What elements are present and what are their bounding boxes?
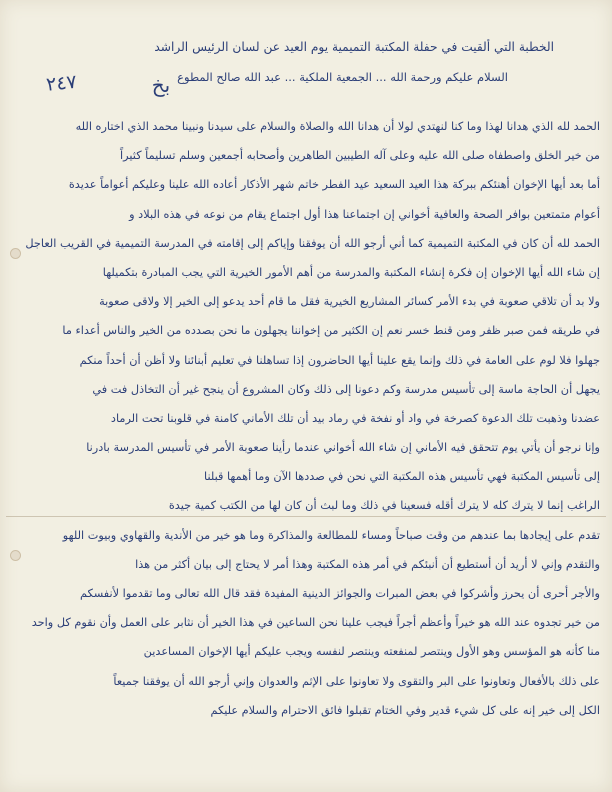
text-line: إن شاء الله أيها الإخوان إن فكرة إنشاء المكتبة والمدرسة من أهم الأمور الخيرية التي يجب المبادرة بتكميلها	[102, 265, 600, 279]
text-line: عضدنا وذهبت تلك الدعوة كصرخة في واد أو نفخة في رماد بيد أن تلك الأماني كامنة في قلوبنا تحت الرماد	[110, 411, 600, 425]
text-line: أما بعد أيها الإخوان أهنئكم ببركة هذا العيد السعيد عيد الفطر خاتم شهر الأذكار أعاده الله علينا وعليكم أعواماً عديدة	[68, 178, 600, 192]
speech-body	[14, 112, 600, 725]
text-line: منا كأنه هو المؤسس وهو الأول وينتصر لمنفعته وينتصر لنفسه ويجب عليكم أيها الإخوان المساعدين	[143, 645, 600, 659]
text-line: إلى تأسيس المكتبة فهي تأسيس هذه المكتبة التي نحن في صددها الآن وما أهمها قبلنا	[204, 470, 600, 484]
text-line: الحمد لله أن كان في المكتبة التميمية كما أني أرجو الله أن يوفقنا وإياكم إلى إقامته في المدرسة التميمية في القريب العاجل	[25, 236, 600, 250]
text-line: على ذلك بالأفعال وتعاونوا على البر والتقوى ولا تعاونوا على الإثم والعدوان وإني أرجو الله أن يوفقنا جميعاً	[113, 674, 600, 688]
text-line: في طريقه فمن صبر ظفر ومن قنط خسر نعم إن الكثير من إخواننا يجهلون ما نحن بصدده من الخير والناس أعداء ما	[62, 324, 600, 338]
text-line: جهلوا فلا لوم على العامة في ذلك وإنما يقع علينا أيها الحاضرون إذا تساهلنا في تعليم أبنائنا ولا أظن أن أحداً منكم	[79, 353, 600, 367]
text-line: وإنا نرجو أن يأتي يوم تتحقق فيه الأماني إن شاء الله أخواني عندما رأينا صعوبة الأمر في تأسيس المدرسة بادرنا	[86, 441, 600, 455]
text-line: ولا بد أن تلاقي صعوبة في بدء الأمر كسائر المشاريع الخيرية فقل ما قام أحد يدعو إلى الخير إلا ولاقى صعوبة	[99, 295, 600, 309]
speech-title: الخطبة التي ألقيت في حفلة المكتبة التميمية يوم العيد عن لسان الرئيس الراشد	[154, 40, 554, 54]
text-line: من خير الخلق واصطفاه صلى الله عليه وعلى آله الطيبين الطاهرين وأصحابه أجمعين وسلم تسليماً كثيراً	[120, 149, 600, 163]
text-line: الحمد لله الذي هدانا لهذا وما كنا لنهتدي لولا أن هدانا الله والصلاة والسلام على سيدنا ونبينا محمد الذي اختاره الله	[75, 120, 600, 133]
text-line: أعوام متمتعين بوافر الصحة والعافية أخواني إن اجتماعنا هذا أول اجتماع يقام من نوعه في هذه البلاد و	[129, 207, 600, 221]
text-line: يجهل أن الحاجة ماسة إلى تأسيس مدرسة وكم دعونا إلى ذلك وكان المشروع أن ينجح غير أن التخاذل فت في	[92, 382, 600, 396]
text-line: تقدم على إيجادها بما عندهم من وقت صباحاً ومساء للمطالعة والمذاكرة وما هو خير من الأندية والقهاوي وبيوت اللهو	[62, 528, 600, 542]
page-number: ٢٤٧	[45, 70, 78, 96]
text-line: والأجر أحرى أن يحرز وأشركوا في بعض المبرات والجوائز الدينية المفيدة فقد قال الله تعالى وما تقدموا لأنفسكم	[79, 587, 600, 600]
text-line: الراغب إنما لا يترك كله لا يترك أقله فسعينا في ذلك وما لبث أن كان لها من الكتب كمية جيدة	[168, 499, 600, 513]
text-line: الكل إلى خير إنه على كل شيء قدير وفي الختام تقبلوا فائق الاحترام والسلام عليكم	[210, 703, 600, 717]
text-line: والتقدم وإني لا أريد أن أستطيع أن أنبئكم في أمر هذه المكتبة وهذا أمر لا يحتاج إلى بيان أكثر من هذا	[135, 557, 600, 571]
handwritten-mark: بخ	[151, 73, 171, 97]
text-line: من خير تجدوه عند الله هو خيراً وأعظم أجراً فيجب علينا نحن الساعين في هذا الخير أن نثابر على العمل وأن نقوم كل واحد	[31, 616, 600, 630]
greeting-line: السلام عليكم ورحمة الله ... الجمعية الملكية ... عبد الله صالح المطوع	[177, 70, 508, 84]
